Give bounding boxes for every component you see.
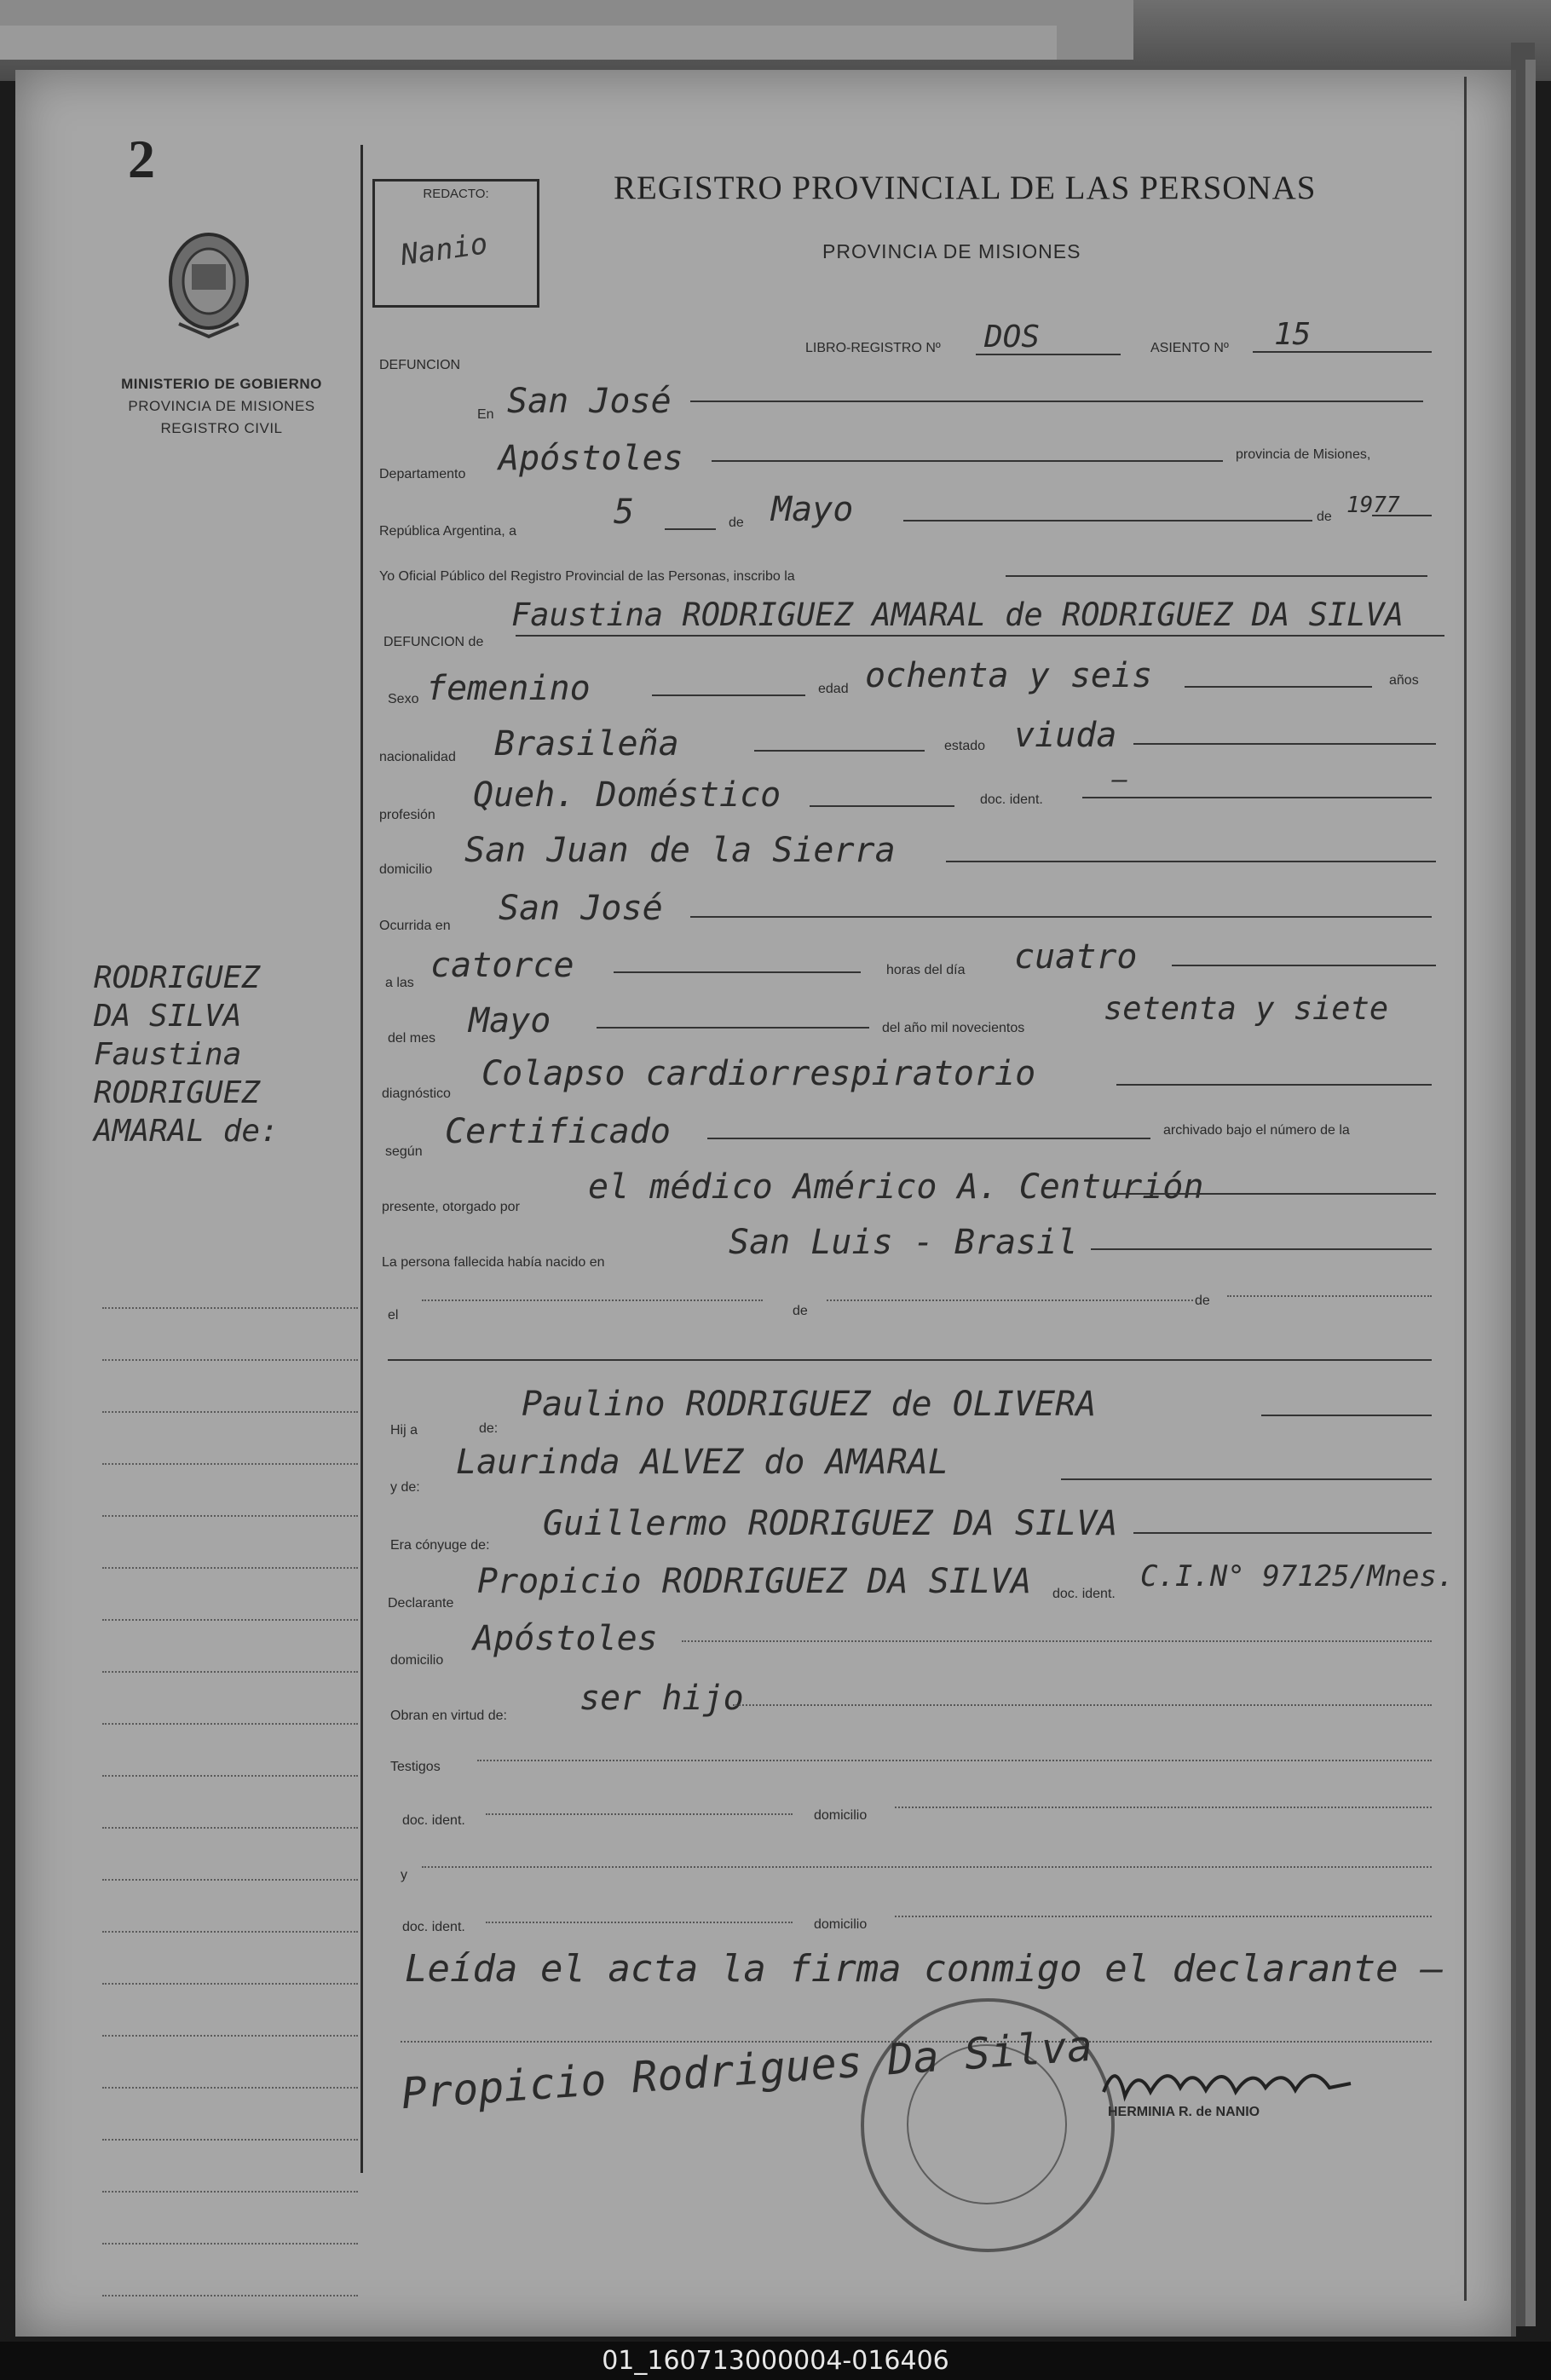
conyuge-line (1133, 1532, 1432, 1534)
obran-line (733, 1704, 1432, 1706)
estado-line (1133, 743, 1436, 745)
yde-label: y de: (390, 1480, 420, 1495)
sexo-label: Sexo (388, 692, 419, 706)
margin-note-line: AMARAL de: (94, 1114, 279, 1149)
oficial-text: Yo Oficial Público del Registro Provincial de las Personas, inscribo la (379, 569, 795, 584)
doc2-label: doc. ident. (1052, 1587, 1116, 1601)
horas-label: horas del día (886, 963, 966, 977)
diagnostico-label: diagnóstico (382, 1086, 451, 1101)
previous-page-strip (0, 0, 1551, 81)
diagnostico-line (1116, 1084, 1432, 1086)
coat-of-arms-seal (162, 230, 256, 341)
profesion-line (810, 805, 954, 807)
conyuge-label: Era cónyuge de: (390, 1538, 490, 1553)
delmes-label: del mes (388, 1031, 436, 1046)
estado-value: viuda (1014, 716, 1117, 755)
nacido-line (1091, 1248, 1432, 1250)
edad-label: edad (818, 682, 849, 696)
obran-value: ser hijo (579, 1679, 744, 1718)
de3-label: de (793, 1304, 808, 1318)
ocurrida-line (690, 916, 1432, 918)
ministry-block (85, 373, 358, 440)
redacto-label: REDACTO: (423, 187, 489, 201)
doc4-line (486, 1922, 793, 1923)
domicilio4-label: domicilio (814, 1917, 868, 1932)
official-name: HERMINIA R. de NANIO (1108, 2105, 1260, 2119)
margin-note-line: DA SILVA (94, 999, 242, 1034)
libro-line (976, 354, 1121, 355)
margin-note-line: RODRIGUEZ (94, 1075, 261, 1110)
de-label: de (729, 516, 744, 530)
y-label: y (401, 1868, 407, 1882)
image-caption: 01_160713000004-016406 (0, 2342, 1551, 2380)
closing-statement: Leída el acta la firma conmigo el declarante — (405, 1947, 1444, 1991)
en-label: En (477, 407, 494, 422)
departamento-label: Departamento (379, 467, 466, 481)
profesion-label: profesión (379, 808, 435, 822)
libro-value: DOS (984, 320, 1041, 354)
en-value: San José (507, 382, 672, 421)
official-signature (1099, 2049, 1355, 2109)
de2-label: de (1317, 510, 1332, 524)
segun-value: Certificado (445, 1112, 671, 1151)
padre-line (1261, 1415, 1432, 1416)
margin-annotation (94, 959, 279, 1150)
delmes-line (597, 1027, 869, 1029)
asiento-line (1253, 351, 1432, 353)
defuncion-de-line (516, 635, 1444, 637)
archivado-label: archivado bajo el número de la (1163, 1123, 1350, 1138)
form-right-border (1464, 77, 1467, 2301)
margin-divider-line (360, 145, 363, 2173)
ministry-line-2: PROVINCIA DE MISIONES (128, 398, 315, 414)
sexo-line (652, 694, 805, 696)
alas-label: a las (385, 976, 414, 990)
delanio-value: setenta y siete (1104, 990, 1389, 1027)
edad-value: ochenta y seis (865, 656, 1153, 695)
doc2-value: C.I.N° 97125/Mnes. (1140, 1559, 1455, 1593)
alas-value: catorce (430, 946, 574, 985)
margin-note-line: RODRIGUEZ (94, 960, 261, 995)
nacido-label: La persona fallecida había nacido en (382, 1255, 605, 1270)
document-subtitle: PROVINCIA DE MISIONES (822, 240, 1081, 262)
declarante-signature: Propicio Rodrigues Da Silva (399, 2020, 1094, 2119)
nacionalidad-value: Brasileña (494, 724, 679, 764)
declarante-label: Declarante (388, 1596, 454, 1611)
segun-label: según (385, 1144, 423, 1159)
nacionalidad-line (754, 750, 925, 752)
estado-label: estado (944, 739, 986, 753)
asiento-value: 15 (1274, 317, 1312, 352)
domicilio3-line (895, 1807, 1432, 1808)
defuncion-de-value: Faustina RODRIGUEZ AMARAL de RODRIGUEZ DA SILVA (511, 596, 1404, 633)
madre-value: Laurinda ALVEZ do AMARAL (456, 1443, 948, 1482)
doc3-line (486, 1813, 793, 1815)
nacionalidad-label: nacionalidad (379, 750, 456, 764)
doc4-label: doc. ident. (402, 1920, 465, 1934)
obran-label: Obran en virtud de: (390, 1709, 507, 1723)
domicilio-line (946, 861, 1436, 862)
horas-value: cuatro (1014, 937, 1138, 977)
hija-de-label: de: (479, 1421, 499, 1436)
margin-note-line: Faustina (94, 1037, 242, 1072)
el-line (422, 1299, 763, 1301)
madre-line (1061, 1478, 1432, 1480)
folio-number: 2 (128, 129, 155, 189)
en-line (690, 401, 1423, 402)
segun-line (707, 1138, 1150, 1139)
republica-label: República Argentina, a (379, 524, 516, 539)
alas-line (614, 971, 861, 973)
de4-label: de (1195, 1294, 1210, 1308)
doc-label: doc. ident. (980, 792, 1043, 807)
mes-value: Mayo (771, 490, 854, 529)
sexo-value: femenino (426, 669, 591, 708)
defuncion-heading: DEFUNCION (379, 358, 461, 372)
domicilio-value: San Juan de la Sierra (464, 831, 896, 870)
profesion-value: Queh. Doméstico (473, 775, 781, 815)
nacido-value: San Luis - Brasil (729, 1223, 1078, 1262)
anio-line (1372, 515, 1432, 516)
edad-line (1185, 686, 1372, 688)
provincia-label: provincia de Misiones, (1236, 447, 1371, 462)
horas-line (1172, 965, 1436, 966)
dia-line (665, 528, 716, 530)
asiento-label: ASIENTO Nº (1150, 341, 1229, 355)
declarante-value: Propicio RODRIGUEZ DA SILVA (477, 1562, 1032, 1601)
redacto-value: Nanio (398, 227, 490, 273)
el-label: el (388, 1308, 399, 1323)
ocurrida-label: Ocurrida en (379, 919, 451, 933)
defuncion-de-label: DEFUNCION de (383, 635, 484, 649)
domicilio-label: domicilio (379, 862, 433, 877)
presente-value: el médico Américo A. Centurión (588, 1167, 1204, 1207)
delanio-label: del año mil novecientos (882, 1021, 1025, 1035)
libro-label: LIBRO-REGISTRO Nº (805, 341, 941, 355)
ocurrida-value: San José (499, 889, 663, 928)
previous-page-paper-shadow (0, 26, 1057, 60)
padre-value: Paulino RODRIGUEZ de OLIVERA (522, 1385, 1097, 1424)
redacto-box (372, 179, 539, 308)
presente-line (1116, 1193, 1436, 1195)
delmes-value: Mayo (469, 1001, 551, 1040)
y-line (422, 1866, 1432, 1868)
domicilio2-label: domicilio (390, 1653, 444, 1668)
doc3-label: doc. ident. (402, 1813, 465, 1828)
ministry-line-1: MINISTERIO DE GOBIERNO (121, 376, 322, 392)
anio-value: 1977 (1346, 493, 1400, 518)
diagnostico-value: Colapso cardiorrespiratorio (481, 1054, 1036, 1093)
departamento-value: Apóstoles (499, 439, 683, 478)
book-spine-edge-light (1525, 60, 1536, 2326)
presente-label: presente, otorgado por (382, 1200, 520, 1214)
document-title: REGISTRO PROVINCIAL DE LAS PERSONAS (614, 170, 1317, 206)
oficial-line (1006, 575, 1427, 577)
anios-label: años (1389, 673, 1419, 688)
testigos-label: Testigos (390, 1760, 441, 1774)
de3-line (827, 1299, 1193, 1301)
domicilio2-value: Apóstoles (473, 1619, 658, 1658)
testigos-line (477, 1760, 1432, 1761)
blank-line (388, 1359, 1432, 1361)
domicilio2-line (682, 1640, 1432, 1642)
dia-value: 5 (614, 493, 635, 532)
mes-line (903, 520, 1312, 522)
doc-line (1082, 797, 1432, 798)
doc-value: — (1112, 765, 1128, 795)
conyuge-value: Guillermo RODRIGUEZ DA SILVA (543, 1504, 1118, 1543)
domicilio4-line (895, 1916, 1432, 1917)
departamento-line (712, 460, 1223, 462)
ministry-line-3: REGISTRO CIVIL (160, 420, 283, 436)
domicilio3-label: domicilio (814, 1808, 868, 1823)
margin-ruled-lines (102, 1257, 358, 2296)
de4-line (1227, 1295, 1432, 1297)
hija-label: Hij a (390, 1423, 418, 1438)
